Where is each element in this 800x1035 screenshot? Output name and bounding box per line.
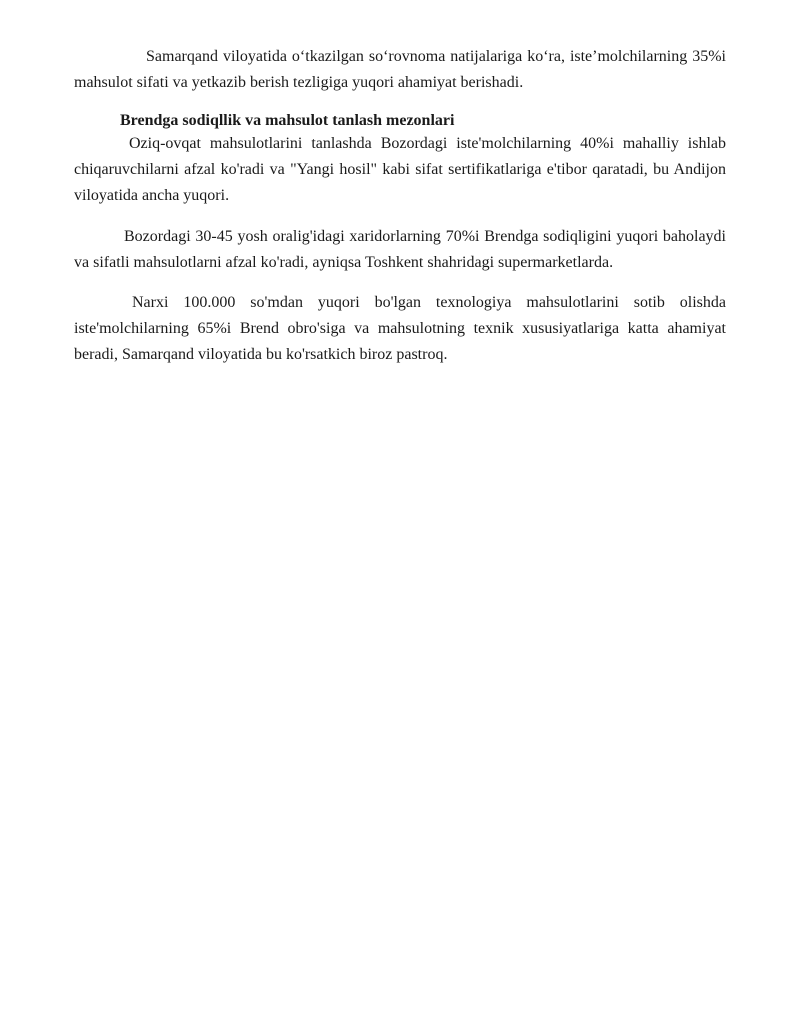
document-page [74,44,726,368]
paragraph-technology-products: Narxi 100.000 so'mdan yuqori bo'lgan texnologiya mahsulotlarini sotib olishda iste'molchilarning 65%i Brend obro'siga va mahsulotning texnik xususiyatlariga katta ahamiyat beradi, Samarqand viloyatida bu ko'rsatkich biroz pastroq. [74,294,726,363]
section-heading: Brendga sodiqllik va mahsulot tanlash mezonlari [120,112,455,129]
paragraph-survey-samarqand: Samarqand viloyatida o‘tkazilgan so‘rovnoma natijalariga ko‘ra, iste’molchilarning 35%i mahsulot sifati va yetkazib berish tezligiga yuqori ahamiyat berishadi. [74,48,726,91]
paragraph-food-products: Oziq-ovqat mahsulotlarini tanlashda Bozordagi iste'molchilarning 40%i mahalliy ishlab chiqaruvchilarni afzal ko'radi va "Yangi hosil" kabi sifat sertifikatlariga e'tibor qaratadi, bu Andijon viloyatida ancha yuqori. [74,135,726,204]
paragraph-brand-loyalty: Bozordagi 30-45 yosh oralig'idagi xaridorlarning 70%i Brendga sodiqligini yuqori baholaydi va sifatli mahsulotlarni afzal ko'radi, ayniqsa Toshkent shahridagi supermarketlarda. [74,228,726,271]
